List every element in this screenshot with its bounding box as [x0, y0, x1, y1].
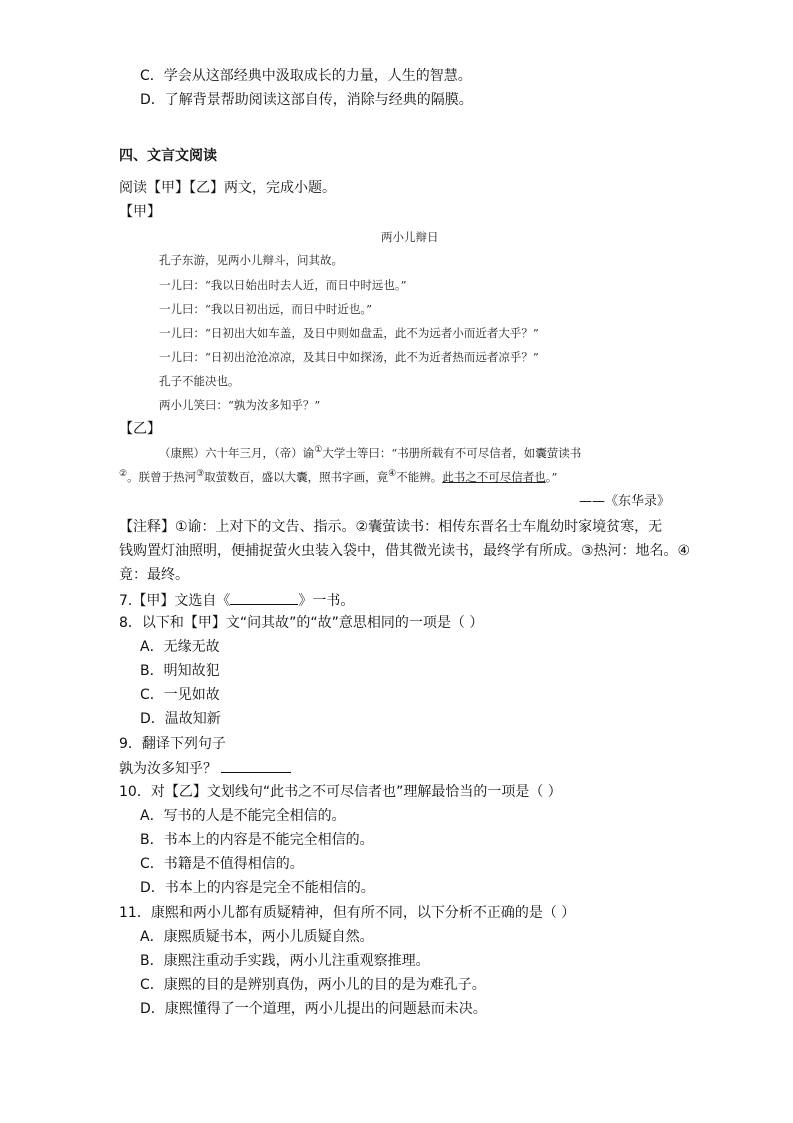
q8-stem: 8．以下和【甲】文“问其故”的“故”意思相同的一项是（ ） — [119, 615, 484, 631]
q11-option-c: C．康熙的目的是辨别真伪，两小儿的目的是为难孔子。 — [140, 977, 486, 993]
yi-source: ——《东华录》 — [578, 494, 670, 509]
notes-line-3: 竟：最终。 — [119, 567, 189, 583]
jia-line-2: 一儿曰：“我以日始出时去人近，而日中时远也。” — [159, 278, 407, 292]
q9-sentence: 孰为汝多知乎？ — [119, 758, 291, 779]
q11-option-a: A．康熙质疑书本，两小儿质疑自然。 — [140, 929, 374, 945]
q8-option-d: D．温故知新 — [140, 711, 221, 727]
q7-answer-blank[interactable] — [230, 590, 298, 605]
q11-option-b: B．康熙注重动手实践，两小儿注重观察推理。 — [140, 953, 430, 969]
jia-line-1: 孔子东游，见两小儿辩斗，问其故。 — [159, 253, 343, 267]
option-d-prev: D．了解背景帮助阅读这部自传，消除与经典的隔膜。 — [140, 92, 473, 108]
yi-label: 【乙】 — [119, 421, 161, 437]
q8-option-a: A．无缘无故 — [140, 639, 220, 655]
q10-option-d: D．书本上的内容是完全不能相信的。 — [140, 880, 375, 896]
q7: 7.【甲】文选自《 》一书。 — [119, 590, 354, 611]
q11-option-d: D．康熙懂得了一个道理，两小儿提出的问题悬而未决。 — [140, 1001, 487, 1017]
q8-option-b: B．明知故犯 — [140, 663, 220, 679]
underlined-sentence: 此书之不可尽信者也 — [442, 470, 546, 484]
q10-stem: 10．对【乙】文划线句“此书之不可尽信者也”理解最恰当的一项是（ ） — [119, 784, 562, 800]
q8-option-c: C．一见如故 — [140, 687, 220, 703]
jia-line-6: 孔子不能决也。 — [159, 374, 240, 388]
q11-stem: 11．康熙和两小儿都有质疑精神，但有所不同，以下分析不正确的是（ ） — [119, 905, 576, 921]
q9-stem: 9．翻译下列句子 — [119, 736, 226, 752]
option-c-prev: C．学会从这部经典中汲取成长的力量，人生的智慧。 — [140, 68, 472, 84]
section-heading: 四、文言文阅读 — [119, 148, 217, 164]
jia-label: 【甲】 — [119, 204, 161, 220]
jia-title: 两小儿辩日 — [381, 230, 439, 244]
q10-option-b: B．书本上的内容是不能完全相信的。 — [140, 832, 374, 848]
q10-option-a: A．写书的人是不能完全相信的。 — [140, 808, 346, 824]
notes-line-2: 钱购置灯油照明，便捕捉萤火虫装入袋中，借其微光读书，最终学有所成。③热河：地名。④ — [119, 543, 691, 559]
yi-line-1: （康熙）六十年三月，（帝）谕①大学士等曰：“书册所载有不可尽信者，如囊萤读书 — [159, 445, 582, 460]
jia-line-7: 两小儿笑曰：“孰为汝多知乎？” — [159, 398, 321, 412]
section-intro: 阅读【甲】【乙】两文，完成小题。 — [119, 180, 336, 196]
jia-line-3: 一儿曰：“我以日初出远，而日中时近也。” — [159, 302, 373, 316]
jia-line-5: 一儿曰：“日初出沧沧凉凉，及其日中如探汤，此不为近者热而远者凉乎？” — [159, 350, 539, 364]
jia-line-4: 一儿曰：“日初出大如车盖，及日中则如盘盂，此不为远者小而近者大乎？” — [159, 326, 539, 340]
notes-line-1: 【注释】①谕：上对下的文告、指示。②囊萤读书：相传东晋名士车胤幼时家境贫寒，无 — [119, 519, 663, 535]
q10-option-c: C．书籍是不值得相信的。 — [140, 856, 304, 872]
q9-answer-blank[interactable] — [221, 758, 291, 773]
yi-line-2: ②。朕曾于热河③取萤数百，盛以大囊，照书字画，竟④不能辨。此书之不可尽信者也。” — [119, 469, 558, 484]
